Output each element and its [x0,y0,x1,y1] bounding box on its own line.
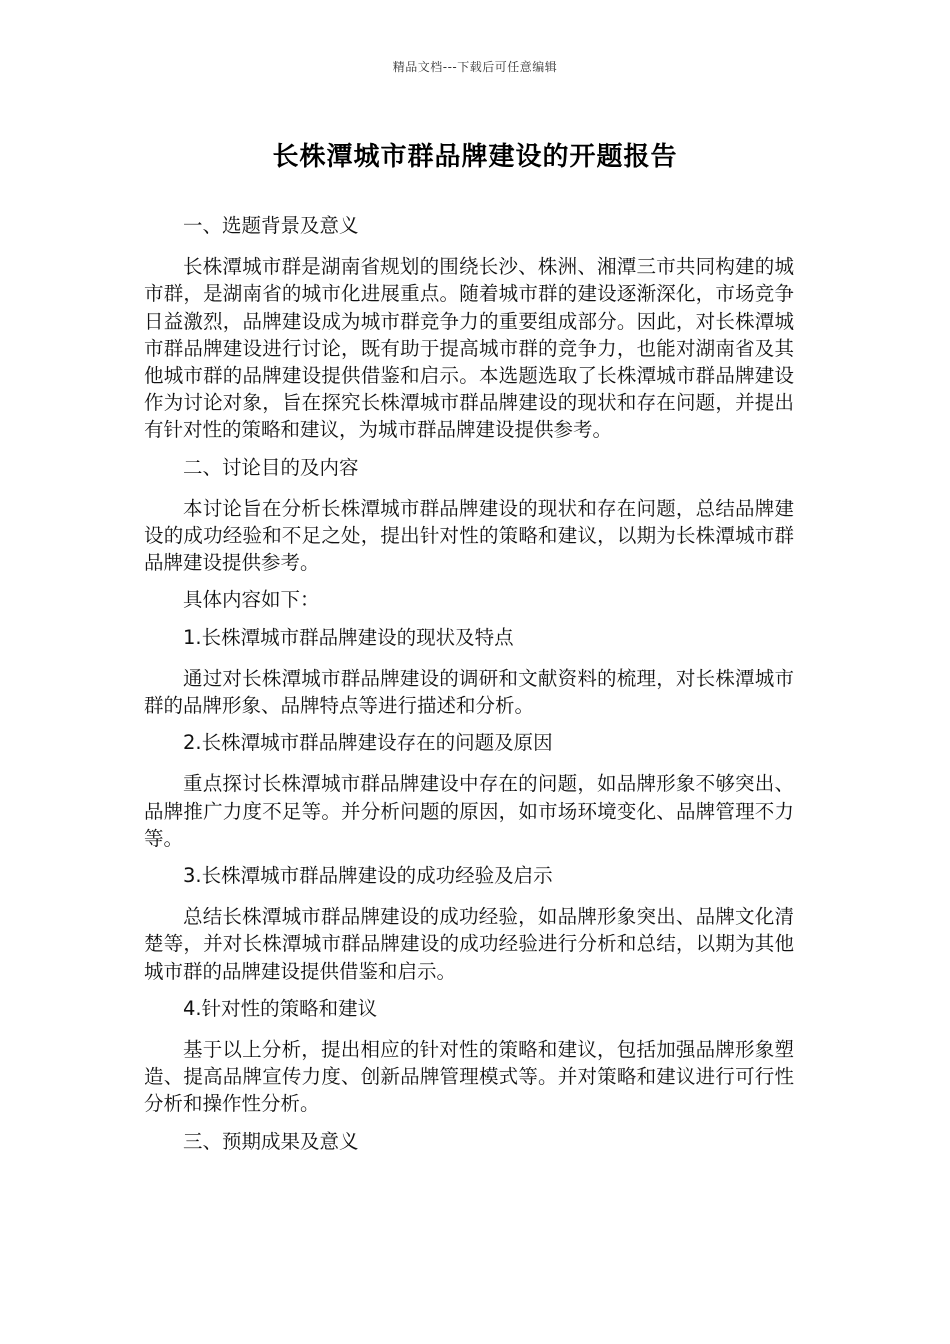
item-heading-4: 4.针对性的策略和建议 [183,996,378,1020]
item-heading-1: 1.长株潭城市群品牌建设的现状及特点 [183,625,514,649]
paragraph-background: 长株潭城市群是湖南省规划的围绕长沙、株洲、湘潭三市共同构建的城市群，是湖南省的城市化进展重点。随着城市群的建设逐渐深化，市场竞争日益激烈，品牌建设成为城市群竞争力的重要组成部分。因此，对长株潭城市群品牌建设进行讨论，既有助于提高城市群的竞争力，也能对湖南省及其他城市群的品牌建设提供借鉴和启示。本选题选取了长株潭城市群品牌建设作为讨论对象，旨在探究长株潭城市群品牌建设的现状和存在问题，并提出有针对性的策略和建议，为城市群品牌建设提供参考。 [144,255,794,442]
header-note: 精品文档---下载后可任意编辑 [392,60,558,74]
item-paragraph-2: 重点探讨长株潭城市群品牌建设中存在的问题，如品牌形象不够突出、品牌推广力度不足等。并分析问题的原因，如市场环境变化、品牌管理不力等。 [144,772,794,850]
section-heading-purpose: 二、讨论目的及内容 [183,455,359,479]
paragraph-content-intro: 具体内容如下： [183,588,320,612]
item-paragraph-3: 总结长株潭城市群品牌建设的成功经验，如品牌形象突出、品牌文化清楚等，并对长株潭城市群品牌建设的成功经验进行分析和总结，以期为其他城市群的品牌建设提供借鉴和启示。 [144,905,794,983]
item-paragraph-4: 基于以上分析，提出相应的针对性的策略和建议，包括加强品牌形象塑造、提高品牌宣传力度、创新品牌管理模式等。并对策略和建议进行可行性分析和操作性分析。 [144,1038,794,1116]
item-heading-2: 2.长株潭城市群品牌建设存在的问题及原因 [183,731,553,755]
item-heading-3: 3.长株潭城市群品牌建设的成功经验及启示 [183,864,553,888]
item-paragraph-1: 通过对长株潭城市群品牌建设的调研和文献资料的梳理，对长株潭城市群的品牌形象、品牌特点等进行描述和分析。 [144,666,794,718]
document-title: 长株潭城市群品牌建设的开题报告 [272,142,678,172]
section-heading-outcomes: 三、预期成果及意义 [183,1129,359,1153]
paragraph-purpose: 本讨论旨在分析长株潭城市群品牌建设的现状和存在问题，总结品牌建设的成功经验和不足之处，提出针对性的策略和建议，以期为长株潭城市群品牌建设提供参考。 [144,496,794,575]
section-heading-background: 一、选题背景及意义 [183,214,359,237]
document-body [144,212,794,1169]
